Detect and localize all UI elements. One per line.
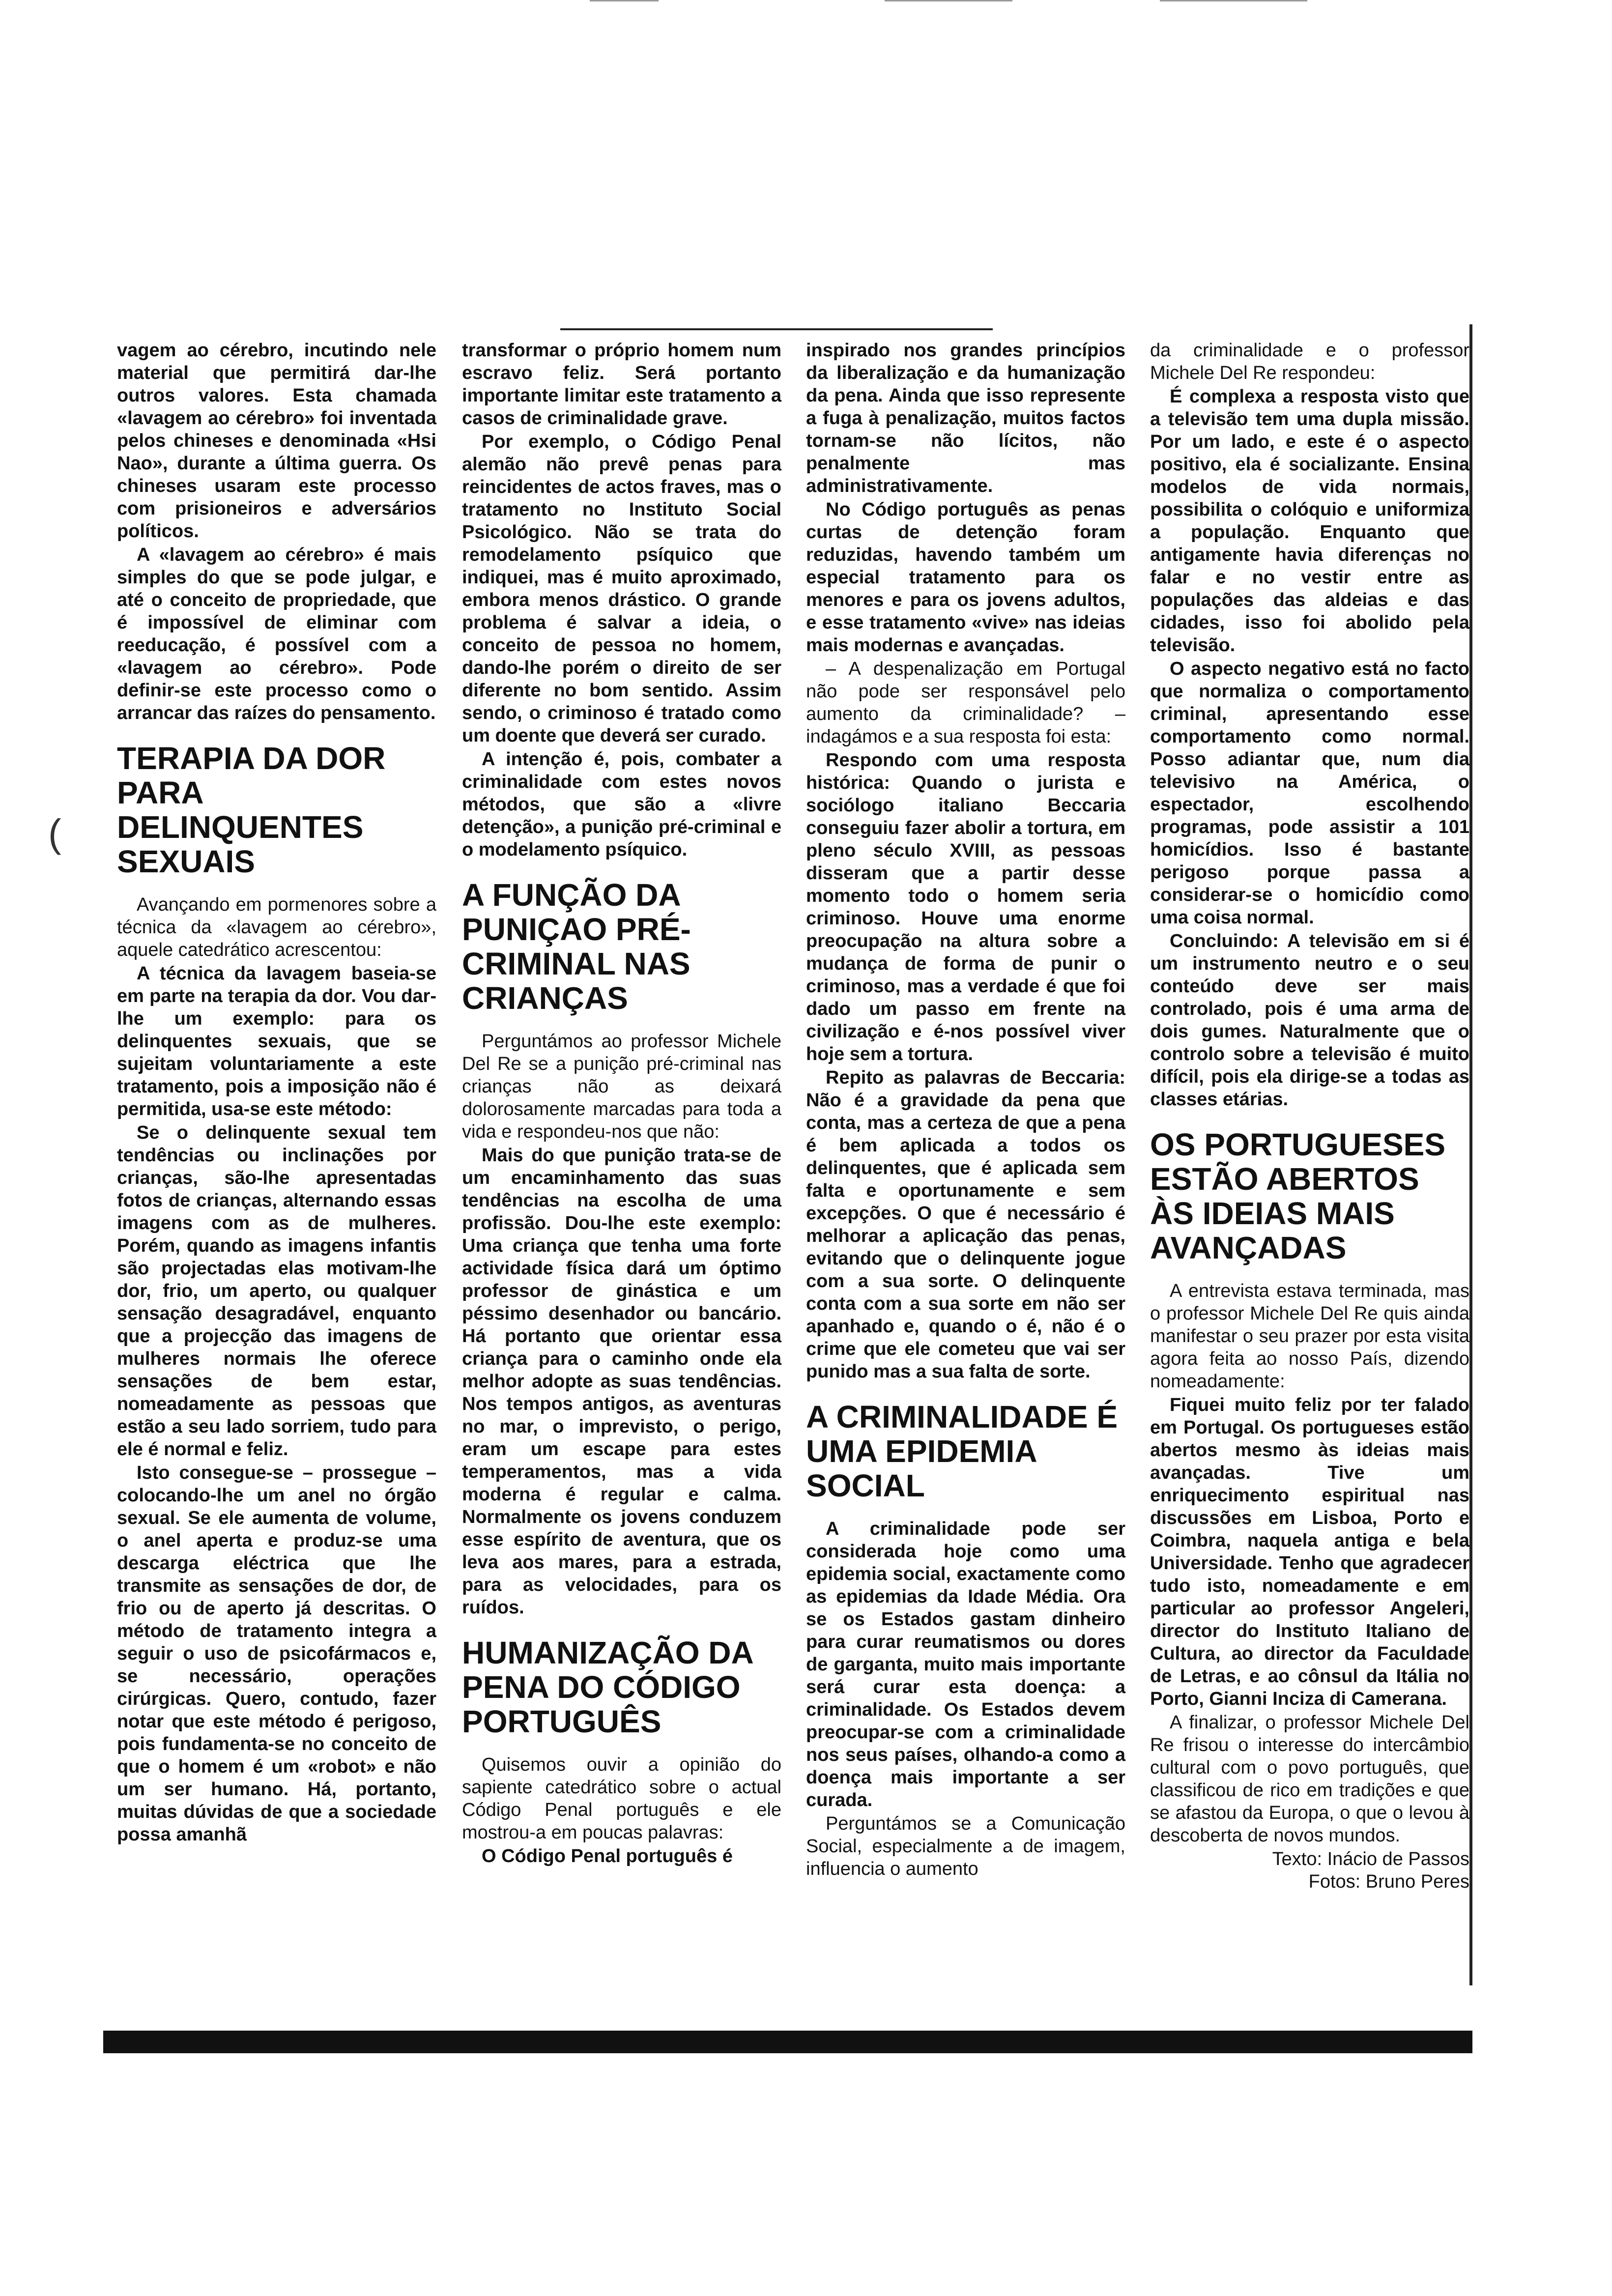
paragraph: A finalizar, o professor Michele Del Re frisou o interesse do intercâmbio cultural com o povo português, que classificou de rico em tradições e que se afastou da Europa, o que o levou à descoberta de novos mundos. — [1150, 1712, 1469, 1846]
section-heading: TERAPIA DA DOR PARA DELINQUENTES SEXUAIS — [117, 741, 386, 879]
text-credit: Texto: Inácio de Passos — [1272, 1849, 1469, 1869]
column-top-rule — [560, 328, 993, 330]
paragraph: O Código Penal português é — [482, 1846, 733, 1866]
top-rule-fragment — [1160, 0, 1307, 1]
article-column-1 — [117, 339, 436, 1847]
section-heading: A FUNÇÃO DA PUNIÇAO PRÉ-CRIMINAL NAS CRIANÇAS — [462, 877, 691, 1016]
article-column-3 — [806, 339, 1125, 1881]
article-column-2 — [462, 339, 781, 1868]
photo-credit: Fotos: Bruno Peres — [1308, 1871, 1469, 1892]
top-rule-fragment — [885, 0, 1012, 1]
paragraph: vagem ao cérebro, incutindo nele material que permitirá dar-lhe outros valores. Esta chamada «lavagem ao cérebro» foi inventada pelos chineses e denominada «Hsi Nao», durante a última guerra. Os chineses usaram este processo com prisioneiros e adversários políticos. — [117, 340, 436, 542]
paragraph: A «lavagem ao cérebro» é mais simples do que se pode julgar, e até o conceito de propriedade, que é impossível de eliminar com reeducação, é possível com a «lavagem ao cérebro». Pode definir-se este processo como o arrancar das raízes do pensamento. — [117, 545, 436, 723]
article-column-4 — [1150, 339, 1469, 1893]
paragraph: inspirado nos grandes princípios da liberalização e da humanização da pena. Ainda que isso represente a fuga à penalização, muitos factos tornam-se não lícitos, não penalmente mas administrativamente. — [806, 340, 1125, 496]
paragraph: A intenção é, pois, combater a criminalidade com estes novos métodos, que são a «livre detenção», a punição pré-criminal e o modelamento psíquico. — [462, 749, 781, 860]
paragraph: A entrevista estava terminada, mas o professor Michele Del Re quis ainda manifestar o seu prazer por esta visita agora feita ao nosso País, dizendo nomeadamente: — [1150, 1281, 1469, 1392]
paragraph: Concluindo: A televisão em si é um instrumento neutro e o seu conteúdo deve ser mais controlado, pois é uma arma de dois gumes. Naturalmente que o controlo sobre a televisão é muito difícil, pois ela dirige-se a todas as classes etárias. — [1150, 931, 1469, 1110]
paragraph: O aspecto negativo está no facto que normaliza o comportamento criminal, apresentando esse comportamento como normal. Posso adiantar que, num dia televisivo na América, o espectador, escolhendo programas, pode assistir a 101 homicídios. Isso é bastante perigoso porque passa a considerar-se o homicídio como uma coisa normal. — [1150, 659, 1469, 928]
section-heading: HUMANIZAÇÃO DA PENA DO CÓDIGO PORTUGUÊS — [462, 1635, 753, 1739]
paragraph: É complexa a resposta visto que a televisão tem uma dupla missão. Por um lado, e este é o aspecto positivo, ela é socializante. Ensina modelos de vida normais, possibilita o colóquio e uniformiza a população. Enquanto que antigamente havia diferenças no falar e no vestir entre as populações das aldeias e das cidades, isso foi abolido pela televisão. — [1150, 386, 1469, 656]
paragraph: Repito as palavras de Beccaria: Não é a gravidade da pena que conta, mas a certeza de que a pena é bem aplicada a todos os delinquentes, que é aplicada sem falta e oportunamente e sem excepções. O que é necessário é melhorar a aplicação das penas, evitando que o delinquente jogue com a sua sorte. O delinquente conta com a sua sorte em não ser apanhado e, quando o é, não é o crime que ele cometeu que vai ser punido mas a sua falta de sorte. — [806, 1067, 1125, 1382]
paragraph: Fiquei muito feliz por ter falado em Portugal. Os portugueses estão abertos mesmo às ideias mais avançadas. Tive um enriquecimento espiritual nas discussões em Lisboa, Porto e Coimbra, naquela antiga e bela Universidade. Tenho que agradecer tudo isto, nomeadamente e em particular ao professor Angeleri, director do Instituto Italiano de Cultura, ao director da Faculdade de Letras, e ao cônsul da Itália no Porto, Gianni Inciza di Camerana. — [1150, 1395, 1469, 1709]
paragraph: A criminalidade pode ser considerada hoje como uma epidemia social, exactamente como as epidemias da Idade Média. Ora se os Estados gastam dinheiro para curar reumatismos ou dores de garganta, muito mais importante será curar esta doença: a criminalidade. Os Estados devem preocupar-se com a criminalidade nos seus países, olhando-a como a doença mais importante a ser curada. — [806, 1519, 1125, 1810]
paragraph: Quisemos ouvir a opinião do sapiente catedrático sobre o actual Código Penal português e ele mostrou-a em poucas palavras: — [462, 1754, 781, 1843]
section-heading: A CRIMINALIDADE É UMA EPIDEMIA SOCIAL — [806, 1399, 1118, 1503]
paragraph: Perguntámos ao professor Michele Del Re se a punição pré-criminal nas crianças não as deixará dolorosamente marcadas para toda a vida e respondeu-nos que não: — [462, 1031, 781, 1142]
margin-bracket-mark: ( — [48, 811, 61, 855]
paragraph: Se o delinquente sexual tem tendências ou inclinações por crianças, são-lhe apresentadas fotos de crianças, alternando essas imagens com as de mulheres. Porém, quando as imagens infantis são projectadas elas motivam-lhe dor, frio, um aperto, ou qualquer sensação desagradável, enquanto que a projecção das imagens de mulheres normais lhe oferece sensações de bem estar, nomeadamente as pessoas que estão a seu lado sorriem, tudo para ele é normal e feliz. — [117, 1122, 436, 1460]
paragraph: Por exemplo, o Código Penal alemão não prevê penas para reincidentes de actos fraves, mas o tratamento no Instituto Social Psicológico. Não se trata do remodelamento psíquico que indiquei, mas é muito aproximado, embora menos drástico. O grande problema é salvar a ideia, o conceito de pessoa no homem, dando-lhe porém o direito de ser diferente no bom sentido. Assim sendo, o criminoso é tratado como um doente que deverá ser curado. — [462, 431, 781, 746]
section-heading: OS PORTUGUESES ESTÃO ABERTOS ÀS IDEIAS MAIS AVANÇADAS — [1150, 1127, 1445, 1265]
paragraph: Respondo com uma resposta histórica: Quando o jurista e sociólogo italiano Beccaria conseguiu fazer abolir a tortura, em pleno século XVIII, as pessoas disseram que a partir desse momento todo o homem seria criminoso. Houve uma enorme preocupação na altura sobre a mudança de forma de punir o criminoso, mas a verdade é que foi dado um passo em frente na civilização e é-nos possível viver hoje sem a tortura. — [806, 750, 1125, 1064]
paragraph: da criminalidade e o professor Michele Del Re respondeu: — [1150, 340, 1469, 383]
bottom-black-bar — [103, 2031, 1472, 2053]
paragraph: No Código português as penas curtas de detenção foram reduzidas, havendo também um especial tratamento para os menores e para os jovens adultos, e esse tratamento «vive» nas ideias mais modernas e avançadas. — [806, 499, 1125, 656]
paragraph: A técnica da lavagem baseia-se em parte na terapia da dor. Vou dar-lhe um exemplo: para os delinquentes sexuais, que se sujeitam voluntariamente a este tratamento, pois a imposição não é permitida, usa-se este método: — [117, 963, 436, 1119]
paragraph: Isto consegue-se – prossegue – colocando-lhe um anel no órgão sexual. Se ele aumenta de volume, o anel aperta e produz-se uma descarga eléctrica que lhe transmite as sensações de dor, de frio ou de aperto já descritas. O método de tratamento integra a seguir o uso de psicofármacos e, se necessário, operações cirúrgicas. Quero, contudo, fazer notar que este método é perigoso, pois fundamenta-se no conceito de que o homem é um «robot» e não um ser humano. Há, portanto, muitas dúvidas de que a sociedade possa amanhã — [117, 1463, 436, 1845]
paragraph: Mais do que punição trata-se de um encaminhamento das suas tendências na escolha de uma profissão. Dou-lhe este exemplo: Uma criança que tenha uma forte actividade física dará um óptimo professor de ginástica e um péssimo desenhador ou bancário. Há portanto que orientar essa criança para o caminho onde ela melhor adopte as suas tendências. Nos tempos antigos, as aventuras no mar, o imprevisto, o perigo, eram um escape para estes temperamentos, mas a vida moderna é regular e calma. Normalmente os jovens conduzem esse espírito de aventura, que os leva aos mares, para a estrada, para as velocidades, para os ruídos. — [462, 1145, 781, 1618]
right-column-rule — [1469, 324, 1472, 1985]
paragraph: Avançando em pormenores sobre a técnica da «lavagem ao cérebro», aquele catedrático acrescentou: — [117, 894, 436, 960]
paragraph: – A despenalização em Portugal não pode ser responsável pelo aumento da criminalidade? – indagámos e a sua resposta foi esta: — [806, 659, 1125, 747]
top-rule-fragment — [590, 0, 659, 1]
paragraph: Perguntámos se a Comunicação Social, especialmente a de imagem, influencia o aumento — [806, 1813, 1125, 1879]
paragraph: transformar o próprio homem num escravo feliz. Será portanto importante limitar este tratamento a casos de criminalidade grave. — [462, 340, 781, 429]
